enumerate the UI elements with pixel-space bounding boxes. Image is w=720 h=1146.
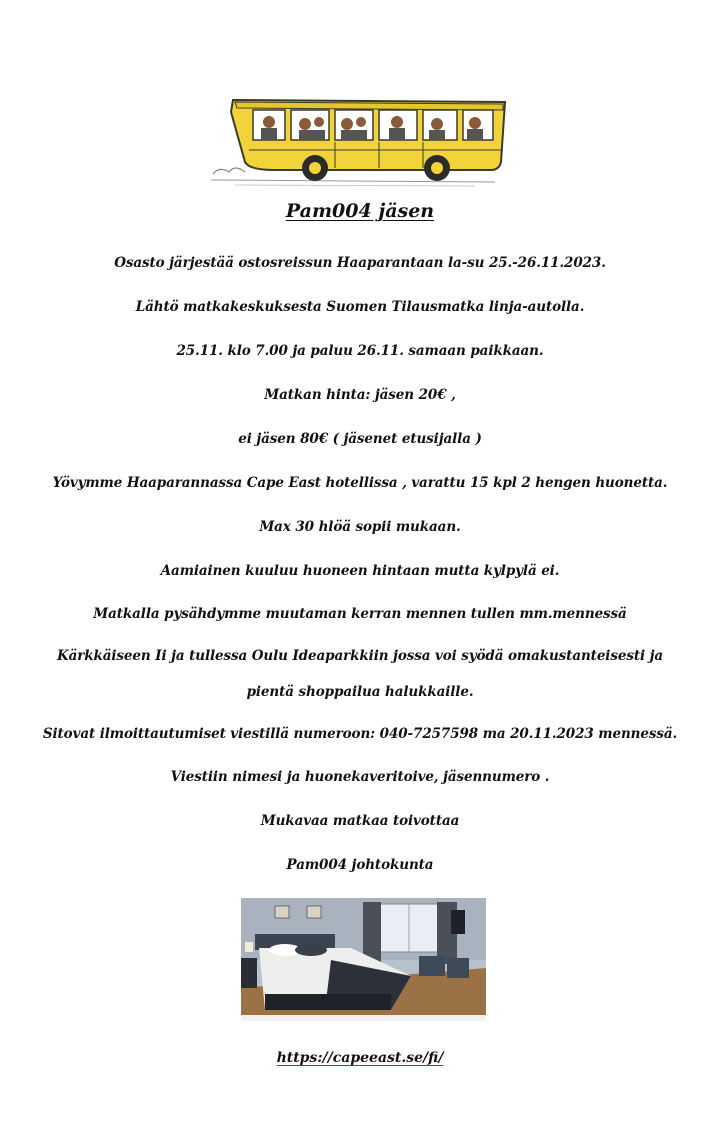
- info-line-time: 25.11. klo 7.00 ja paluu 26.11. samaan paikkaan.: [176, 343, 544, 359]
- info-line-hotel: Yövymme Haaparannassa Cape East hotellissa , varattu 15 kpl 2 hengen huonetta.: [52, 475, 668, 491]
- info-line-capacity: Max 30 hlöä sopii mukaan.: [259, 519, 461, 535]
- info-line-signature: Pam004 johtokunta: [286, 857, 434, 873]
- info-line-trip: Osasto järjestää ostosreissun Haaparantaan la-su 25.-26.11.2023.: [114, 255, 606, 271]
- info-line-stops: Matkalla pysähdymme muutaman kerran mennen tullen mm.mennessä: [93, 606, 627, 622]
- hotel-room-photo: [241, 898, 486, 1021]
- hotel-website-link[interactable]: https://capeeast.se/fi/: [276, 1050, 444, 1066]
- info-line-registration: Sitovat ilmoittautumiset viestillä numeroon: 040-7257598 ma 20.11.2023 mennessä.: [42, 726, 678, 742]
- info-line-greeting: Mukavaa matkaa toivottaa: [260, 813, 460, 829]
- info-line-price-nonmember: ei jäsen 80€ ( jäsenet etusijalla ): [238, 431, 482, 447]
- info-line-departure: Lähtö matkakeskuksesta Suomen Tilausmatka linja-autolla.: [135, 299, 585, 315]
- info-line-message: Viestiin nimesi ja huonekaveritoive, jäsennumero .: [170, 769, 550, 785]
- page-title: Pam004 jäsen: [285, 200, 435, 222]
- info-line-breakfast: Aamiainen kuuluu huoneen hintaan mutta kylpylä ei.: [160, 563, 560, 579]
- bus-illustration: [205, 92, 510, 192]
- bus-icon: [205, 92, 510, 192]
- info-line-price-member: Matkan hinta: jäsen 20€ ,: [264, 387, 456, 403]
- info-line-stops-detail: Kärkkäiseen Ii ja tullessa Oulu Ideaparkkiin jossa voi syödä omakustanteisesti ja pientä shoppailua halukkaille.: [56, 648, 664, 700]
- hotel-room-image: [241, 898, 486, 1021]
